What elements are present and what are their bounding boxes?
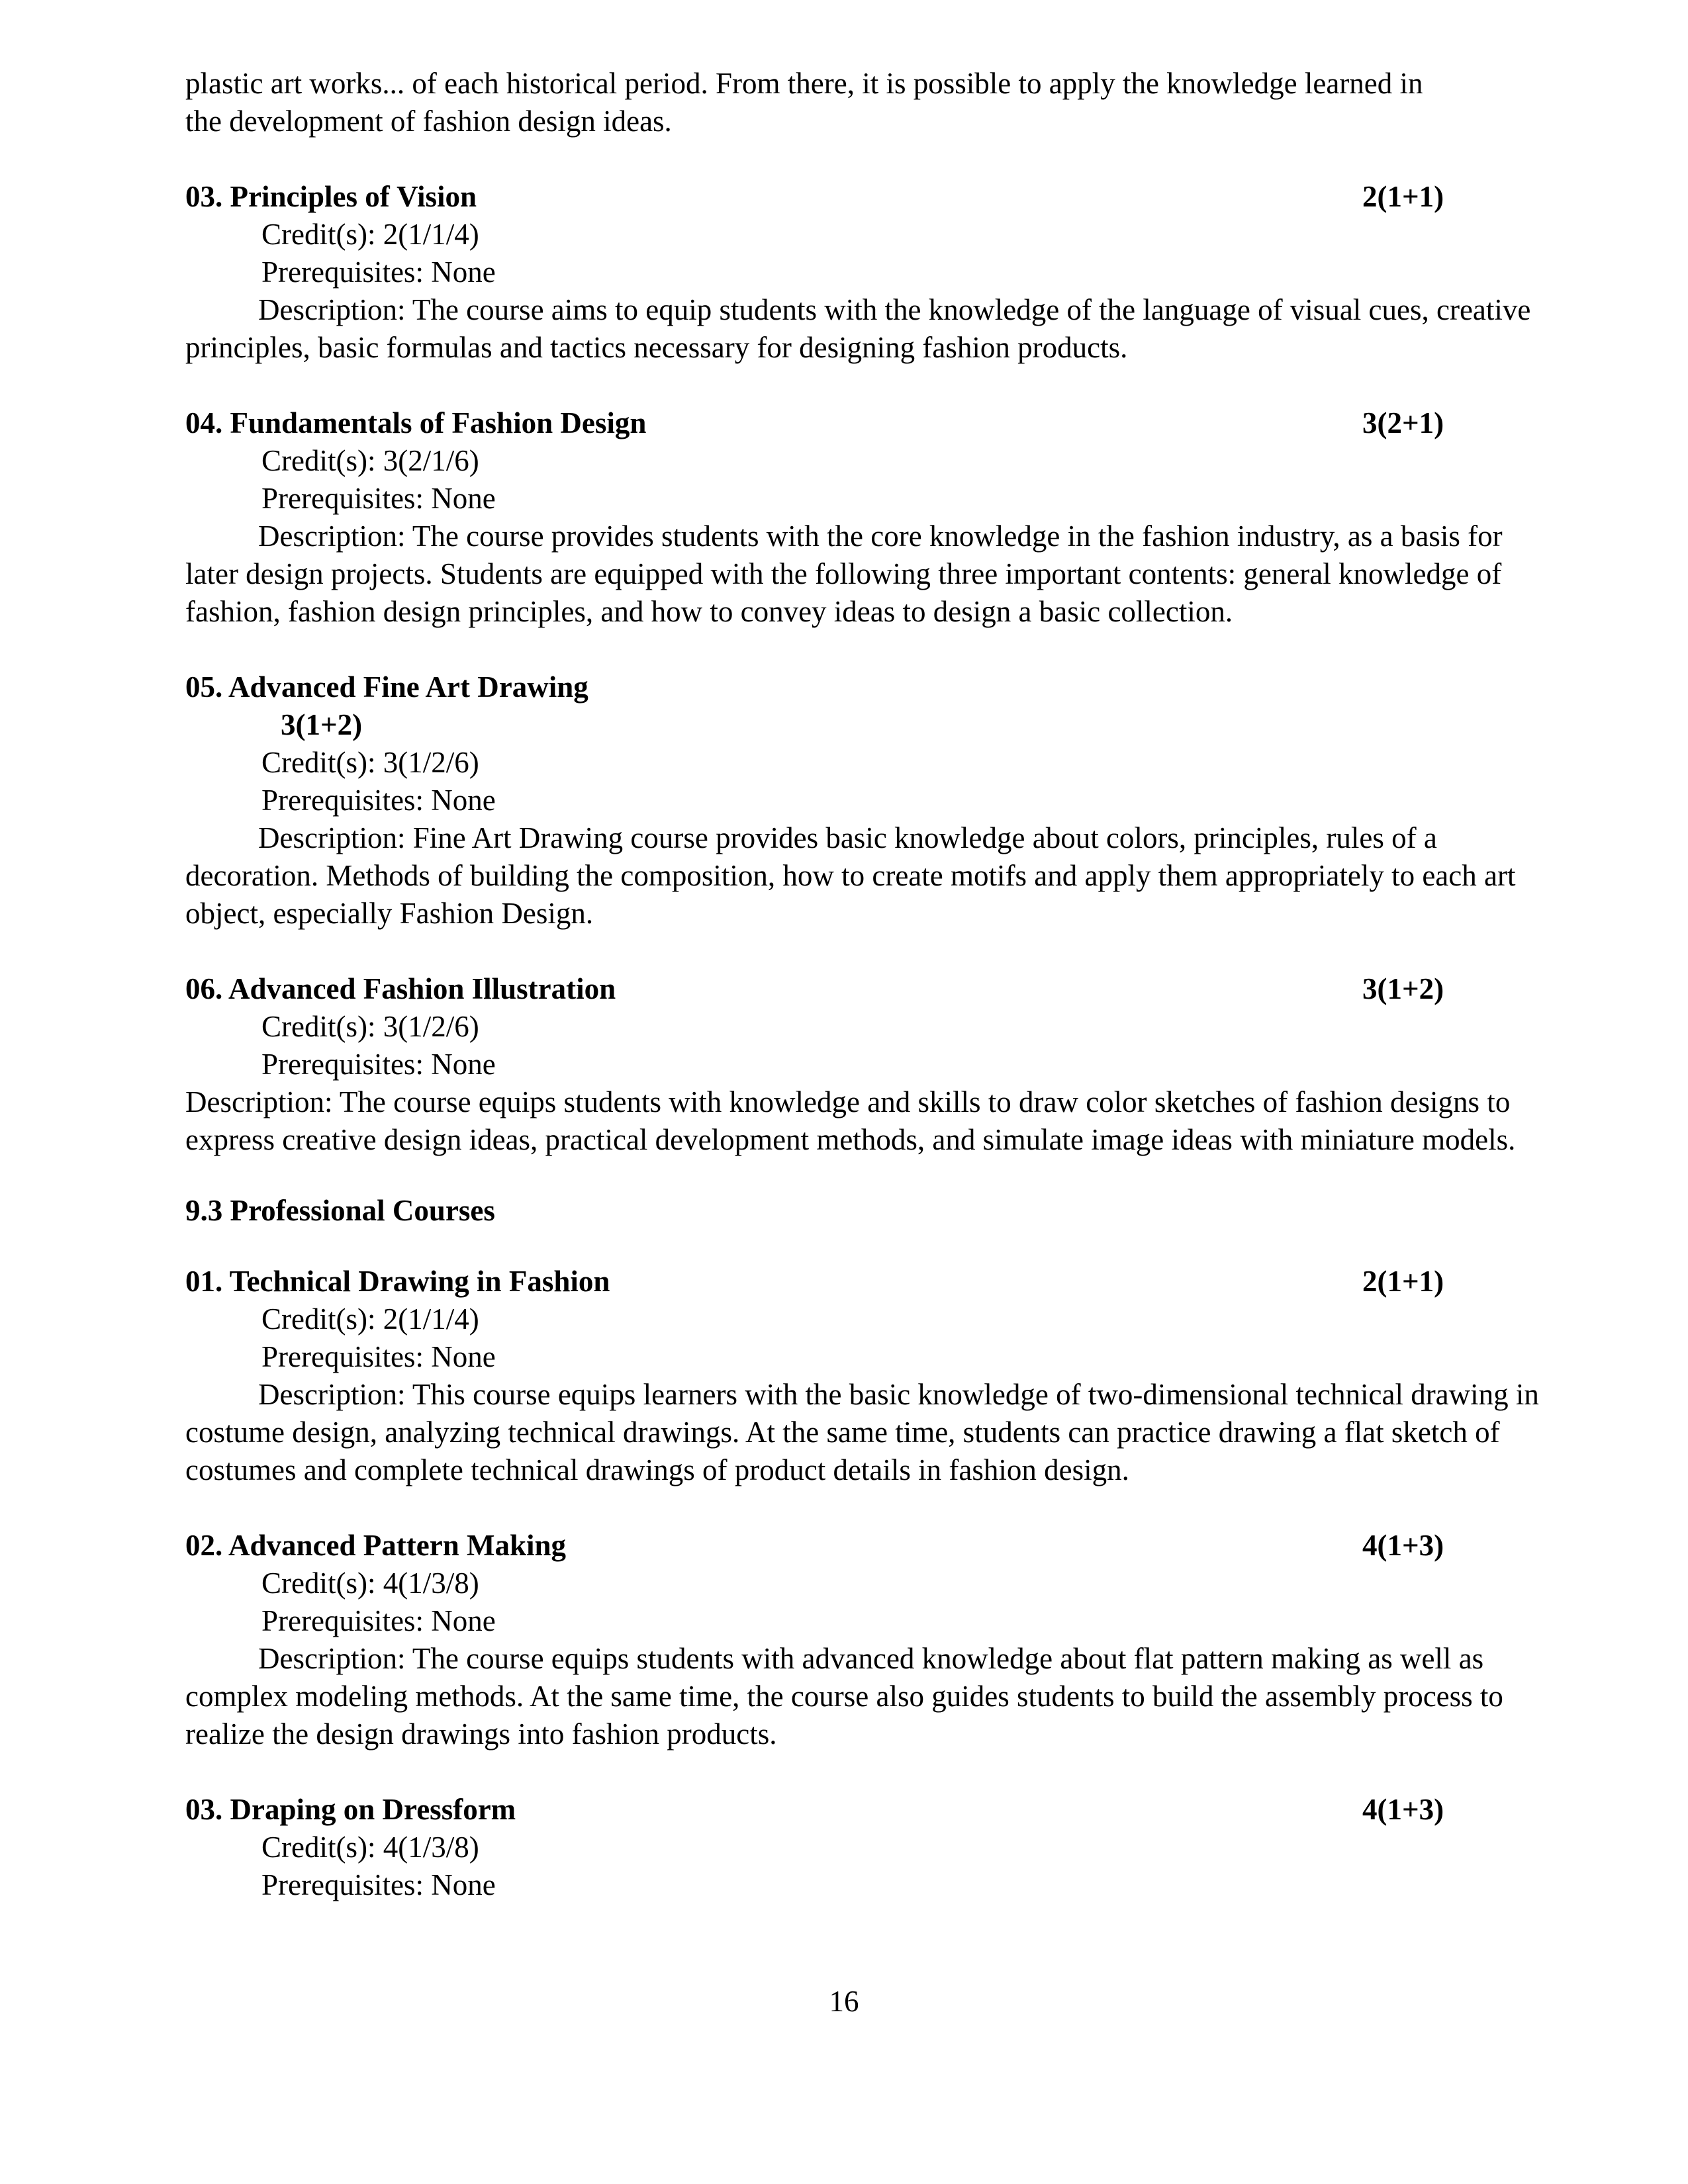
course-credits: Credit(s): 3(2/1/6) — [261, 444, 479, 477]
course-credit-summary: 3(1+2) — [281, 708, 363, 741]
course-title-row — [185, 970, 1562, 1008]
course-title: 06. Advanced Fashion Illustration — [185, 972, 616, 1005]
course-block — [185, 1791, 1562, 1904]
spacer — [185, 631, 1562, 668]
course-description: Description: The course equips students with advanced knowledge about flat pattern making as well as complex modeling methods. At the same time, the course also guides students to build the assembly process to realize the design drawings into fashion products. — [185, 1642, 1503, 1751]
spacer — [185, 933, 1562, 970]
course-credit-summary: 4(1+3) — [1362, 1793, 1444, 1826]
course-credit-summary: 2(1+1) — [1362, 180, 1444, 213]
course-prerequisites: Prerequisites: None — [261, 1604, 496, 1637]
course-title: 03. Draping on Dressform — [185, 1793, 516, 1826]
course-title: 04. Fundamentals of Fashion Design — [185, 406, 647, 439]
course-title-row — [185, 404, 1562, 442]
course-credits: Credit(s): 4(1/3/8) — [261, 1831, 479, 1864]
course-description: Description: The course provides students with the core knowledge in the fashion industry, as a basis for later design projects. Students are equipped with the following three important contents: general knowledge of fashion, fashion design principles, and how to convey ideas to design a basic collection. — [185, 520, 1503, 628]
course-credits: Credit(s): 2(1/1/4) — [261, 1302, 479, 1336]
intro-line-1: plastic art works... of each historical period. From there, it is possible to apply the knowledge learned in — [185, 67, 1423, 100]
course-credits: Credit(s): 3(1/2/6) — [261, 746, 479, 779]
course-credit-summary: 3(1+2) — [1362, 972, 1444, 1005]
spacer — [185, 1230, 1562, 1263]
course-title-row — [185, 1527, 1562, 1565]
course-block — [185, 1527, 1562, 1753]
course-credits: Credit(s): 4(1/3/8) — [261, 1567, 479, 1600]
course-prerequisites: Prerequisites: None — [261, 1340, 496, 1373]
document-page — [185, 65, 1562, 1904]
course-credits: Credit(s): 2(1/1/4) — [261, 218, 479, 251]
section-heading: 9.3 Professional Courses — [185, 1194, 495, 1227]
course-description: Description: The course equips students with knowledge and skills to draw color sketches of fashion designs to express creative design ideas, practical development methods, and simulate image ideas with miniature models. — [185, 1085, 1516, 1156]
course-title: 05. Advanced Fine Art Drawing — [185, 670, 588, 704]
spacer — [185, 367, 1562, 404]
course-description: Description: This course equips learners with the basic knowledge of two-dimensional technical drawing in costume design, analyzing technical drawings. At the same time, students can practice drawing a flat sketch of costumes and complete technical drawings of product details in fashion design. — [185, 1378, 1539, 1486]
spacer — [185, 1753, 1562, 1791]
course-title-row — [185, 668, 1562, 706]
course-title-row — [185, 1263, 1562, 1300]
course-credit-summary: 4(1+3) — [1362, 1529, 1444, 1562]
intro-line-2: the development of fashion design ideas. — [185, 105, 672, 138]
course-prerequisites: Prerequisites: None — [261, 482, 496, 515]
course-prerequisites: Prerequisites: None — [261, 1048, 496, 1081]
course-prerequisites: Prerequisites: None — [261, 784, 496, 817]
course-title-row — [185, 1791, 1562, 1829]
course-block — [185, 668, 1562, 933]
course-description: Description: The course aims to equip students with the knowledge of the language of visual cues, creative principles, basic formulas and tactics necessary for designing fashion products. — [185, 293, 1531, 364]
course-prerequisites: Prerequisites: None — [261, 1868, 496, 1901]
spacer — [185, 1489, 1562, 1527]
course-block — [185, 404, 1562, 631]
course-title: 01. Technical Drawing in Fashion — [185, 1265, 610, 1298]
course-description: Description: Fine Art Drawing course provides basic knowledge about colors, principles, rules of a decoration. Methods of building the composition, how to create motifs and apply them appropriately to each art object, especially Fashion Design. — [185, 821, 1516, 930]
course-block — [185, 1263, 1562, 1489]
course-credit-summary: 2(1+1) — [1362, 1265, 1444, 1298]
course-prerequisites: Prerequisites: None — [261, 255, 496, 289]
course-block — [185, 970, 1562, 1159]
course-block — [185, 178, 1562, 367]
course-title-row — [185, 178, 1562, 216]
course-title: 02. Advanced Pattern Making — [185, 1529, 567, 1562]
course-credit-summary: 3(2+1) — [1362, 406, 1444, 439]
spacer — [185, 1159, 1562, 1192]
spacer — [185, 140, 1562, 178]
course-credits: Credit(s): 3(1/2/6) — [261, 1010, 479, 1043]
course-title: 03. Principles of Vision — [185, 180, 477, 213]
page-number: 16 — [829, 1985, 859, 2018]
